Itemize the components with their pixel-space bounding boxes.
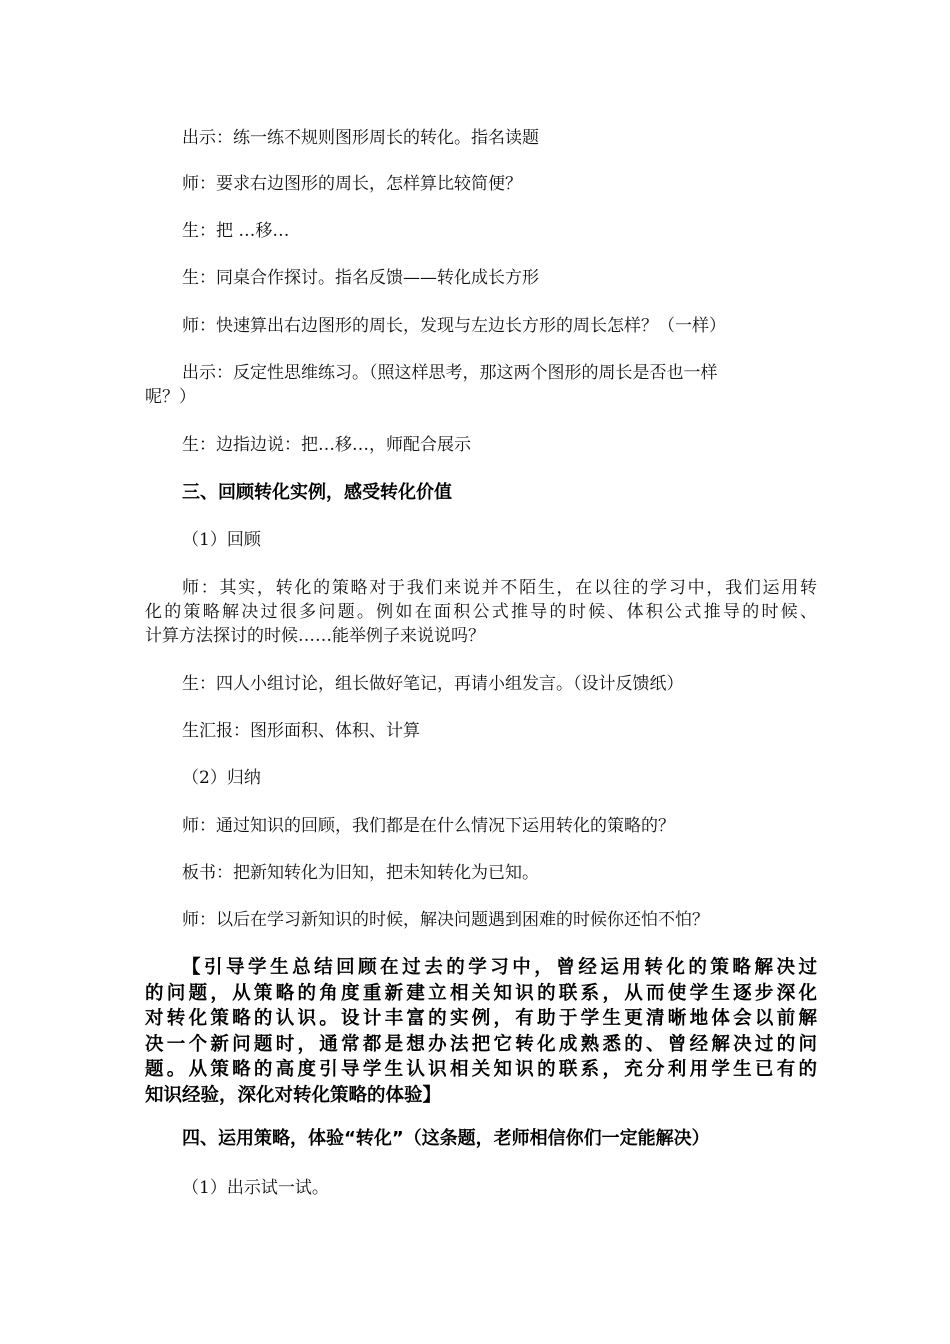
- paragraph-teacher-intro-line1: 师：其实，转化的策略对于我们来说并不陌生，在以往的学习中，我们运用转: [182, 578, 817, 598]
- paragraph-student-demo: 生：边指边说：把…移…，师配合展示: [182, 435, 471, 455]
- design-note-line: 的问题，从策略的角度重新建立相关知识的联系，从而使学生逐步深化: [145, 982, 817, 1004]
- paragraph-show-reverse-line2: 呢？）: [145, 387, 196, 407]
- paragraph-student-report: 生汇报：图形面积、体积、计算: [182, 721, 420, 741]
- paragraph-student-discussion: 生：同桌合作探讨。指名反馈——转化成长方形: [182, 268, 539, 288]
- design-note-line: 【引导学生总结回顾在过去的学习中，曾经运用转化的策略解决过: [182, 957, 817, 978]
- section-heading-3: 三、回顾转化实例，感受转化价值: [182, 482, 452, 503]
- paragraph-student-answer: 生：把 …移…: [182, 221, 290, 241]
- subheading-review: （1）回顾: [182, 530, 261, 550]
- paragraph-teacher-reflect: 师：通过知识的回顾，我们都是在什么情况下运用转化的策略的？: [182, 816, 675, 836]
- section-heading-4: 四、运用策略，体验“转化”（这条题，老师相信你们一定能解决）: [182, 1128, 710, 1149]
- paragraph-show-reverse-line1: 出示：反定性思维练习。（照这样思考，那这两个图形的周长是否也一样: [182, 363, 718, 383]
- subheading-try: （1）出示试一试。: [182, 1178, 329, 1198]
- paragraph-teacher-ask: 师：以后在学习新知识的时候，解决问题遇到困难的时候你还怕不怕？: [182, 910, 709, 930]
- paragraph-teacher-question: 师：要求右边图形的周长，怎样算比较简便？: [182, 174, 522, 194]
- design-note-line: 对转化策略的认识。设计丰富的实例，有助于学生更清晰地体会以前解: [145, 1008, 817, 1029]
- paragraph-teacher-intro-line2: 化的策略解决过很多问题。例如在面积公式推导的时候、体积公式推导的时候、: [145, 602, 817, 622]
- design-note-line: 决一个新问题时，通常都是想办法把它转化成熟悉的、曾经解决过的问: [145, 1033, 817, 1055]
- subheading-summary: （2）归纳: [182, 768, 261, 788]
- paragraph-teacher-intro-line3: 计算方法探讨的时候……能举例子来说说吗？: [145, 626, 485, 646]
- paragraph-show-exercise: 出示：练一练不规则图形周长的转化。指名读题: [182, 128, 539, 148]
- design-note: [145, 955, 817, 1108]
- design-note-line: 题。从策略的高度引导学生认识相关知识的联系，充分利用学生已有的: [145, 1059, 817, 1080]
- design-note-line: 知识经验，深化对转化策略的体验】: [145, 1084, 442, 1106]
- paragraph-board-writing: 板书：把新知转化为旧知，把未知转化为已知。: [182, 863, 539, 883]
- paragraph-group-discussion: 生：四人小组讨论，组长做好笔记，再请小组发言。（设计反馈纸）: [182, 674, 684, 694]
- paragraph-teacher-compare: 师：快速算出右边图形的周长，发现与左边长方形的周长怎样？（一样）: [182, 316, 726, 336]
